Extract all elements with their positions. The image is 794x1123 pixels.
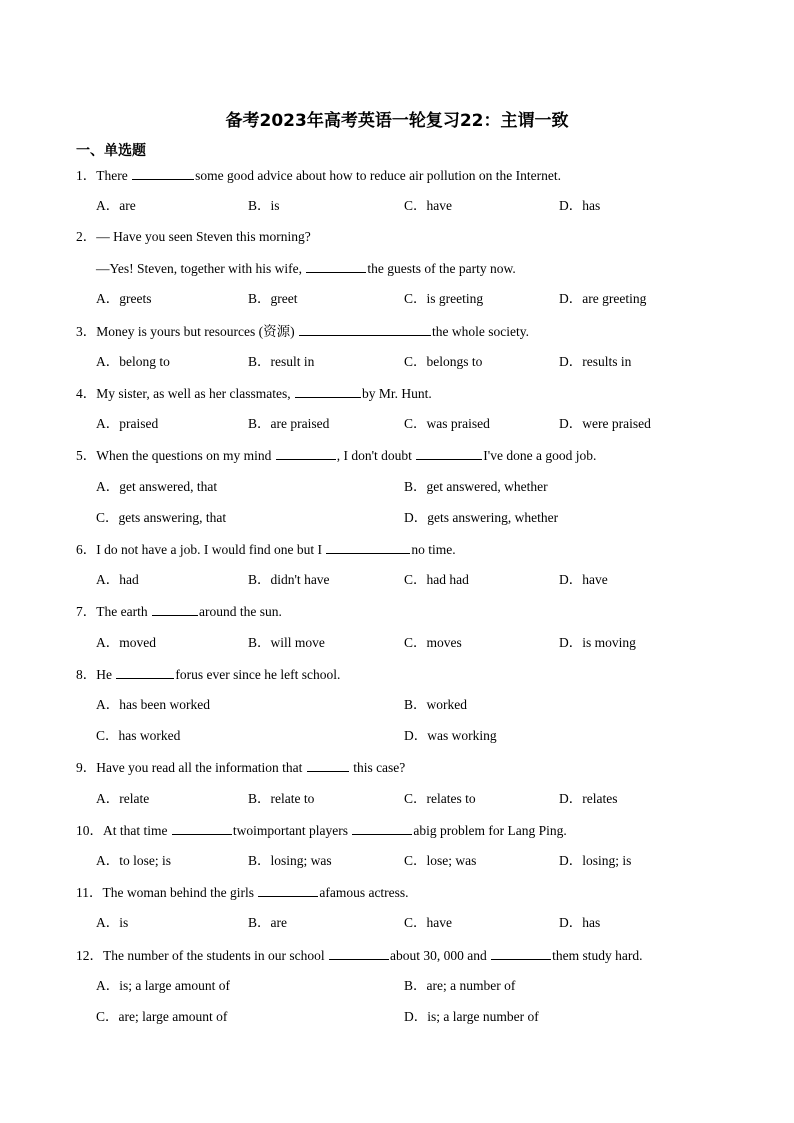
- answer-blank: [416, 446, 482, 460]
- question-text: this case?: [349, 760, 406, 775]
- option-b: B．are: [248, 915, 287, 930]
- question-11: [76, 883, 409, 902]
- option-a: A．are: [96, 198, 136, 213]
- option-d: D．has: [559, 198, 601, 213]
- question-10: [76, 821, 567, 840]
- section-heading: 一、单选题: [76, 143, 146, 159]
- answer-blank: [329, 946, 389, 960]
- option-b: B．will move: [248, 635, 325, 650]
- option-b: B．greet: [248, 291, 298, 306]
- question-3: [76, 322, 529, 341]
- question-text: I've done a good job.: [483, 448, 597, 463]
- question-text: 3．Money is yours but resources (资源): [76, 324, 298, 339]
- page-title: 备考2023年高考英语一轮复习22：主谓一致: [225, 111, 569, 131]
- option-b: B．relate to: [248, 791, 315, 806]
- question-text: 5．When the questions on my mind: [76, 448, 275, 463]
- question-text: , I don't doubt: [336, 448, 416, 463]
- option-d: D．losing; is: [559, 853, 632, 868]
- question-text: 6．I do not have a job. I would find one but I: [76, 542, 326, 557]
- answer-blank: [306, 259, 366, 273]
- question-text: afamous actress.: [319, 885, 409, 900]
- option-c: C．belongs to: [404, 354, 483, 369]
- answer-blank: [352, 821, 412, 835]
- option-b: B．result in: [248, 354, 315, 369]
- option-c: C．have: [404, 198, 452, 213]
- option-b: B．didn't have: [248, 572, 330, 587]
- option-c: C．lose; was: [404, 853, 477, 868]
- question-2: [76, 228, 311, 246]
- option-d: D．is; a large number of: [404, 1009, 539, 1024]
- answer-blank: [258, 883, 318, 897]
- question-text: some good advice about how to reduce air pollution on the Internet.: [195, 168, 562, 183]
- question-4: [76, 384, 432, 403]
- option-d: D．gets answering, whether: [404, 510, 559, 525]
- option-d: D．relates: [559, 791, 618, 806]
- answer-blank: [116, 665, 174, 679]
- option-a: A．had: [96, 572, 139, 587]
- question-text: twoimportant players: [232, 823, 352, 838]
- question-text: them study hard.: [552, 948, 643, 963]
- question-8: [76, 665, 340, 684]
- answer-blank: [132, 166, 194, 180]
- option-b: B．losing; was: [248, 853, 332, 868]
- question-text: 11．The woman behind the girls: [76, 885, 258, 900]
- question-text: 2．— Have you seen Steven this morning?: [76, 229, 311, 244]
- question-text: —Yes! Steven, together with his wife,: [96, 261, 306, 276]
- question-text: 10．At that time: [76, 823, 171, 838]
- question-9: [76, 758, 405, 777]
- question-7: [76, 602, 282, 621]
- option-d: D．have: [559, 572, 608, 587]
- answer-blank: [172, 821, 232, 835]
- option-a: A．praised: [96, 416, 159, 431]
- answer-blank: [276, 446, 336, 460]
- option-b: B．are; a number of: [404, 978, 516, 993]
- question-text: the whole society.: [431, 324, 529, 339]
- answer-blank: [299, 322, 431, 336]
- option-b: B．are praised: [248, 416, 330, 431]
- question-text: 4．My sister, as well as her classmates,: [76, 386, 295, 401]
- question-5: [76, 446, 596, 465]
- option-c: C．has worked: [96, 728, 181, 743]
- option-c: C．moves: [404, 635, 462, 650]
- answer-blank: [307, 758, 349, 772]
- option-c: C．is greeting: [404, 291, 484, 306]
- question-text: the guests of the party now.: [367, 261, 516, 276]
- question-text: 8．He: [76, 667, 116, 682]
- option-d: D．is moving: [559, 635, 636, 650]
- question-text: 9．Have you read all the information that: [76, 760, 306, 775]
- option-c: C．was praised: [404, 416, 490, 431]
- option-a: A．has been worked: [96, 697, 210, 712]
- question-1: [76, 166, 561, 185]
- question-text: by Mr. Hunt.: [362, 386, 432, 401]
- option-c: C．are; large amount of: [96, 1009, 228, 1024]
- option-a: A．is; a large amount of: [96, 978, 230, 993]
- question-text: about 30, 000 and: [389, 948, 491, 963]
- option-d: D．was working: [404, 728, 497, 743]
- option-a: A．greets: [96, 291, 152, 306]
- answer-blank: [491, 946, 551, 960]
- option-a: A．get answered, that: [96, 479, 218, 494]
- option-c: C．gets answering, that: [96, 510, 227, 525]
- question-2-line-2: [96, 259, 516, 278]
- question-text: around the sun.: [198, 604, 282, 619]
- question-12: [76, 946, 642, 965]
- question-text: no time.: [411, 542, 456, 557]
- question-text: 12．The number of the students in our school: [76, 948, 328, 963]
- option-d: D．results in: [559, 354, 632, 369]
- option-a: A．belong to: [96, 354, 170, 369]
- option-a: A．to lose; is: [96, 853, 172, 868]
- answer-blank: [152, 602, 198, 616]
- option-d: D．were praised: [559, 416, 651, 431]
- option-b: B．is: [248, 198, 280, 213]
- option-b: B．get answered, whether: [404, 479, 548, 494]
- question-text: 7．The earth: [76, 604, 151, 619]
- answer-blank: [326, 540, 410, 554]
- question-text: forus ever since he left school.: [175, 667, 341, 682]
- question-text: abig problem for Lang Ping.: [413, 823, 567, 838]
- question-text: 1．There: [76, 168, 132, 183]
- option-c: C．had had: [404, 572, 469, 587]
- answer-blank: [295, 384, 361, 398]
- question-6: [76, 540, 456, 559]
- option-c: C．relates to: [404, 791, 476, 806]
- option-d: D．has: [559, 915, 601, 930]
- option-a: A．moved: [96, 635, 156, 650]
- option-d: D．are greeting: [559, 291, 647, 306]
- option-b: B．worked: [404, 697, 467, 712]
- option-a: A．is: [96, 915, 129, 930]
- option-a: A．relate: [96, 791, 150, 806]
- option-c: C．have: [404, 915, 452, 930]
